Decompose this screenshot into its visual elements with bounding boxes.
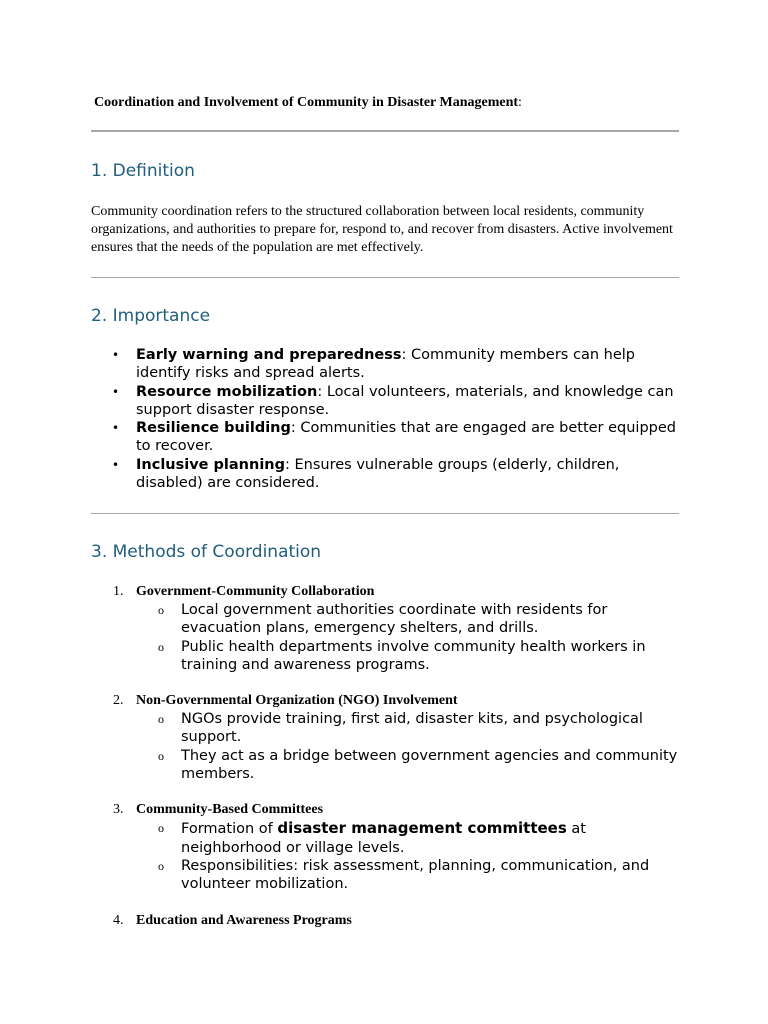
method-sublist xyxy=(136,710,681,783)
method-sublist xyxy=(136,601,681,674)
importance-item xyxy=(91,383,681,420)
importance-text: : Community members can help identify risks and spread alerts. xyxy=(136,347,635,382)
importance-item xyxy=(91,346,681,383)
method-item xyxy=(91,801,681,893)
method-number: 4. xyxy=(113,912,124,928)
bullet-icon: • xyxy=(112,348,120,362)
document-title-text: Coordination and Involvement of Community in Disaster Management xyxy=(94,95,519,110)
importance-term: Early warning and preparedness xyxy=(136,347,402,363)
importance-item xyxy=(91,419,681,456)
method-subitem xyxy=(136,819,681,857)
method-number: 3. xyxy=(113,802,124,818)
method-subitem-text: Local government authorities coordinate with residents for evacuation plans, emergency shelters, and drills. xyxy=(181,602,608,637)
circle-bullet-icon: o xyxy=(158,748,164,763)
methods-heading: 3. Methods of Coordination xyxy=(91,542,322,562)
importance-heading: 2. Importance xyxy=(91,306,211,326)
importance-list xyxy=(91,346,681,492)
circle-bullet-icon: o xyxy=(158,712,164,727)
bullet-icon: • xyxy=(112,384,120,399)
method-subitem-text: Public health departments involve community health workers in training and awareness programs. xyxy=(181,638,646,673)
circle-bullet-icon: o xyxy=(158,603,164,617)
definition-heading: 1. Definition xyxy=(91,161,195,181)
method-title: Community-Based Committees xyxy=(136,802,324,818)
document-title xyxy=(94,94,694,112)
method-subitem-text: Responsibilities: risk assessment, planning, communication, and volunteer mobilization. xyxy=(181,857,650,893)
method-subitem-pre: Formation of xyxy=(181,821,278,838)
method-number: 1. xyxy=(113,584,124,599)
method-item xyxy=(91,583,681,674)
importance-term: Resource mobilization xyxy=(136,383,318,400)
methods-list xyxy=(91,583,681,948)
circle-bullet-icon: o xyxy=(158,639,164,654)
definition-paragraph: Community coordination refers to the structured collaboration between local residents, community organizations, and authorities to prepare for, respond to, and recover from disasters. Active involvement ensures that the needs of the population are met effectively. xyxy=(91,204,673,255)
method-item xyxy=(91,912,681,930)
method-subitem-emphasis: disaster management committees xyxy=(277,819,567,838)
importance-text: : Communities that are engaged are better equipped to recover. xyxy=(136,420,676,455)
method-title: Government-Community Collaboration xyxy=(136,584,375,599)
method-subitem xyxy=(136,747,681,784)
bullet-icon: • xyxy=(112,421,120,436)
method-sublist xyxy=(136,819,681,893)
method-subitem-text: They act as a bridge between government agencies and community members. xyxy=(181,747,678,783)
importance-text: : Local volunteers, materials, and knowledge can support disaster response. xyxy=(136,383,674,418)
method-subitem-post: at neighborhood or village levels. xyxy=(181,821,586,856)
method-title: Education and Awareness Programs xyxy=(136,912,352,928)
bullet-icon: • xyxy=(112,457,120,472)
title-divider xyxy=(91,130,679,132)
circle-bullet-icon: o xyxy=(158,858,164,873)
importance-term: Resilience building xyxy=(136,420,291,437)
importance-item xyxy=(91,456,681,493)
method-subitem xyxy=(136,601,681,638)
method-number: 2. xyxy=(113,693,124,709)
method-item xyxy=(91,692,681,783)
importance-term: Inclusive planning xyxy=(136,456,285,473)
circle-bullet-icon: o xyxy=(158,821,164,836)
method-subitem xyxy=(136,638,681,675)
method-subitem-text: NGOs provide training, first aid, disaster kits, and psychological support. xyxy=(181,711,643,746)
method-subitem xyxy=(136,857,681,894)
section-divider-1 xyxy=(91,277,679,278)
importance-text: : Ensures vulnerable groups (elderly, children, disabled) are considered. xyxy=(136,456,620,492)
method-title: Non-Governmental Organization (NGO) Involvement xyxy=(136,693,458,709)
document-title-suffix: : xyxy=(518,95,522,110)
section-divider-2 xyxy=(91,513,679,514)
method-subitem xyxy=(136,710,681,747)
